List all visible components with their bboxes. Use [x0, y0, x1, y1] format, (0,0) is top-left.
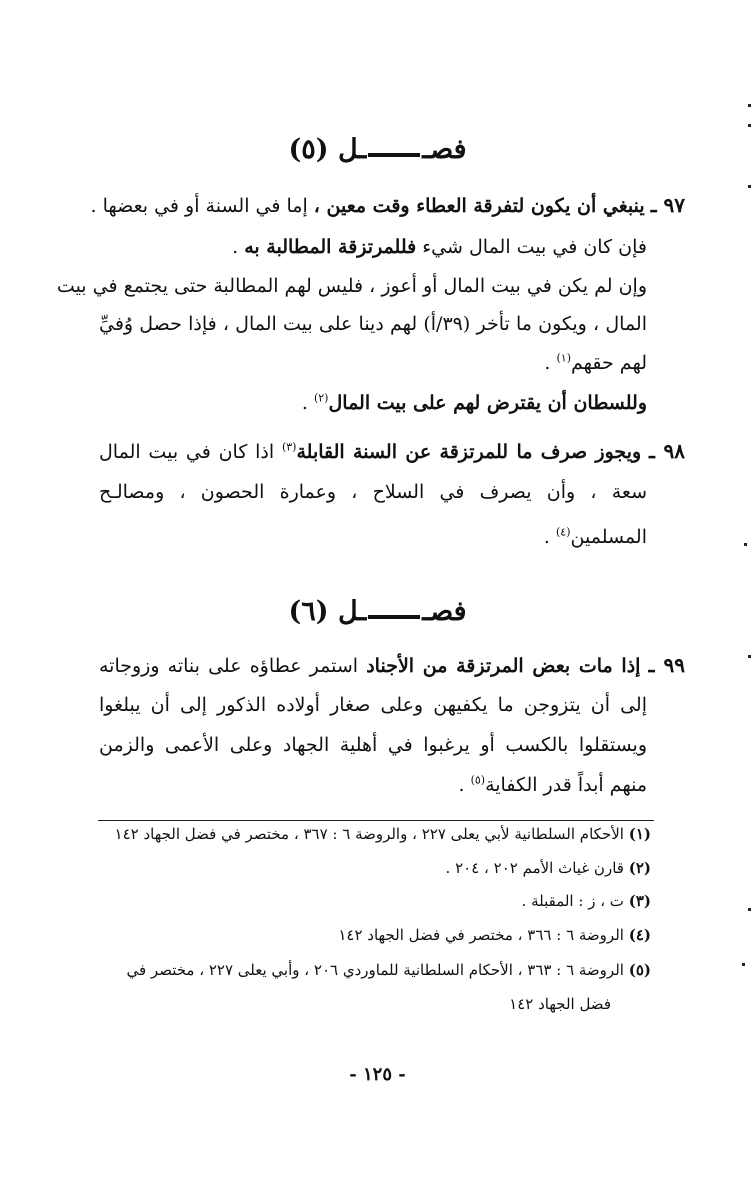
footnote-5-continued	[509, 992, 611, 1016]
footnote-text: قارن غياث الأمم ٢٠٢ ، ٢٠٤ .	[445, 859, 624, 877]
body-text: المال ، ويكون ما تأخر (٣٩/أ) لهم دينا على بيت المال ، فإذا حصل وُفيِّ	[99, 313, 648, 335]
paragraph-98-line-2	[99, 477, 647, 507]
body-text: اذا كان في بيت المال	[99, 441, 282, 463]
bold-text: ويجوز صرف ما للمرتزقة عن السنة القابلة	[296, 441, 642, 463]
scan-mark	[748, 185, 751, 188]
paragraph-97-line-3	[56, 271, 647, 301]
body-text: فإن كان في بيت المال شيء	[416, 236, 647, 258]
paragraph-number: ٩٧ ـ	[650, 193, 685, 217]
body-text: ويستقلوا بالكسب أو يرغبوا في أهلية الجهاد وعلى الأعمى والزمن	[99, 734, 647, 756]
footnote-ref[interactable]: (٥)	[470, 773, 486, 787]
heading-number: (٥)	[288, 134, 329, 165]
heading-word: فصـ	[422, 596, 467, 627]
line-end: .	[232, 236, 245, 258]
footnote-4	[338, 923, 651, 947]
heading-tail: ـل	[337, 596, 367, 627]
footnote-number: (٢)	[628, 859, 651, 877]
kashida-stroke	[368, 615, 420, 619]
bold-text: ينبغي أن يكون لتفرقة العطاء وقت معين ،	[313, 195, 645, 217]
heading-tail: ـل	[337, 134, 367, 165]
scan-mark	[748, 104, 751, 107]
body-text: منهم أبداً قدر الكفاية	[485, 774, 647, 796]
footnote-ref[interactable]: (١)	[556, 351, 571, 365]
paragraph-97-line-6	[302, 388, 647, 418]
line-end: .	[543, 526, 556, 548]
paragraph-97-line-2	[232, 232, 647, 262]
footnote-5	[126, 958, 651, 982]
paragraph-99-line-4	[458, 770, 647, 800]
footnote-number: (٥)	[628, 961, 651, 979]
section-heading-5	[0, 132, 755, 168]
scan-mark	[748, 124, 751, 127]
section-heading-6	[0, 594, 755, 630]
paragraph-number: ٩٨ ـ	[648, 439, 685, 463]
paragraph-number: ٩٩ ـ	[648, 653, 685, 677]
scan-mark	[748, 908, 751, 911]
body-text: وإن لم يكن في بيت المال أو أعوز ، فليس لهم المطالبة حتى يجتمع في بيت	[56, 275, 647, 297]
paragraph-98-line-3	[544, 522, 647, 552]
paragraph-99-line-2	[99, 690, 647, 720]
footnote-text: الأحكام السلطانية لأبي يعلى ٢٢٧ ، والروضة ٦ : ٣٦٧ ، مختصر في فضل الجهاد ١٤٢	[114, 825, 624, 843]
line-end: .	[544, 352, 557, 374]
footnote-number: (٣)	[628, 892, 651, 910]
footnote-3	[522, 889, 651, 913]
body-text: سعة ، وأن يصرف في السلاح ، وعمارة الحصون ، ومصالـح	[99, 481, 647, 503]
paragraph-99-line-3	[99, 730, 647, 760]
kashida-stroke	[368, 153, 420, 157]
body-text: المسلمين	[570, 526, 647, 548]
scan-mark	[742, 963, 745, 966]
line-end: .	[458, 774, 471, 796]
bold-text: إذا مات بعض المرتزقة من الأجناد	[366, 655, 641, 677]
body-text: لهم حقهم	[571, 352, 647, 374]
paragraph-97-line-1	[91, 190, 686, 221]
footnote-1	[115, 822, 651, 846]
paragraph-97-line-5	[544, 348, 647, 378]
bold-text: فللمرتزقة المطالبة به	[244, 236, 417, 258]
body-text: استمر عطاؤه على بناته وزوجاته	[99, 655, 367, 677]
bold-text: وللسطان أن يقترض لهم على بيت المال	[328, 392, 647, 414]
paragraph-97-line-4	[99, 309, 647, 339]
scan-mark	[748, 655, 751, 658]
footnote-separator	[98, 820, 654, 821]
footnote-text: الروضة ٦ : ٣٦٣ ، الأحكام السلطانية للماوردي ٢٠٦ ، وأبي يعلى ٢٢٧ ، مختصر في	[126, 961, 624, 979]
body-text: إما في السنة أو في بعضها .	[90, 195, 314, 217]
footnote-number: (١)	[628, 825, 651, 843]
footnote-text: فضل الجهاد ١٤٢	[509, 995, 611, 1013]
page-number: - ١٢٥ -	[349, 1064, 406, 1085]
heading-number: (٦)	[288, 596, 329, 627]
footnote-2	[446, 856, 651, 880]
body-text: إلى أن يتزوجن ما يكفيهن وعلى صغار أولاده الذكور إلى أن يبلغوا	[99, 694, 647, 716]
line-end: .	[301, 392, 314, 414]
footnote-ref[interactable]: (٢)	[313, 391, 329, 405]
footnote-ref[interactable]: (٤)	[556, 525, 571, 539]
scan-mark	[744, 543, 747, 546]
paragraph-99-line-1	[99, 650, 685, 681]
footnote-text: الروضة ٦ : ٣٦٦ ، مختصر في فضل الجهاد ١٤٢	[338, 926, 624, 944]
paragraph-98-line-1	[99, 436, 685, 467]
heading-word: فصـ	[422, 134, 467, 165]
footnote-number: (٤)	[628, 926, 651, 944]
footnote-text: ت ، ز : المقبلة .	[521, 892, 624, 910]
footnote-ref[interactable]: (٣)	[281, 440, 297, 454]
